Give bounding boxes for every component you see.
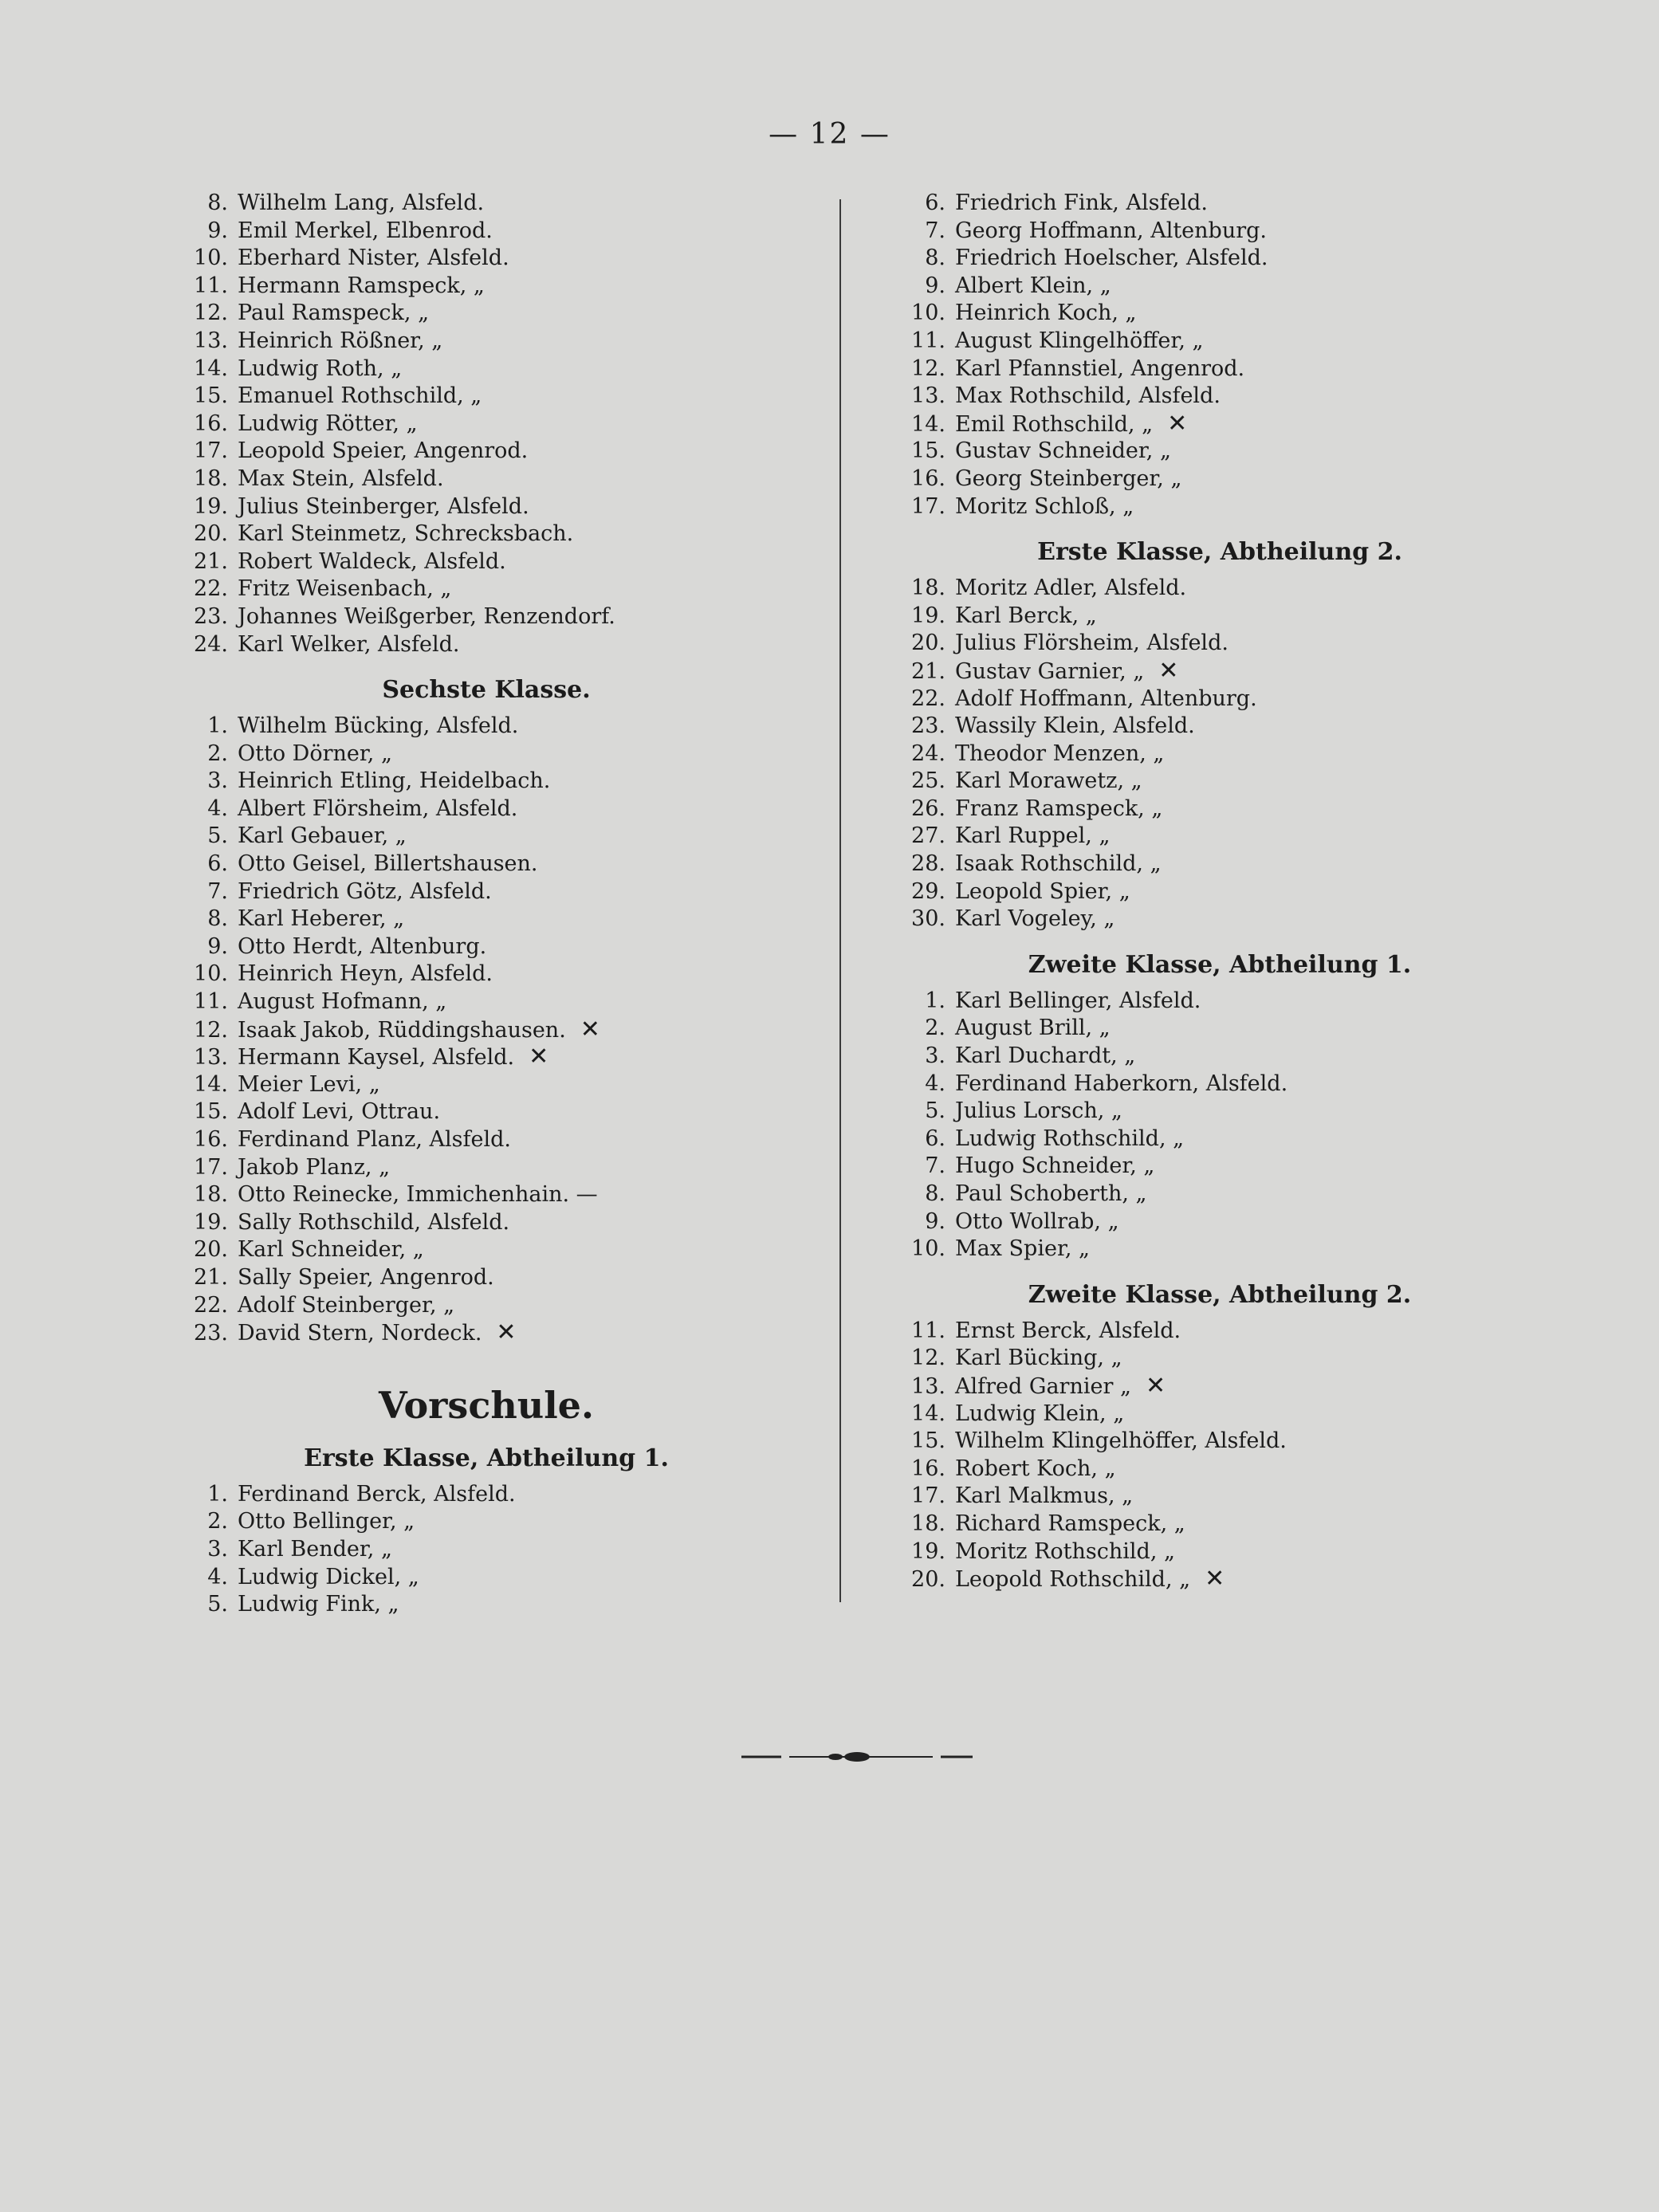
entry-name: Otto Geisel, Billertshausen. xyxy=(238,851,538,877)
list-item xyxy=(853,768,1586,796)
entry-number: 6. xyxy=(925,191,945,215)
page-number: — 12 — xyxy=(769,118,890,151)
entry-number: 10. xyxy=(911,1236,945,1262)
entry-name: Georg Hoffmann, Altenburg. xyxy=(955,218,1267,243)
list-item xyxy=(136,218,837,246)
list-item xyxy=(853,411,1586,438)
list-item xyxy=(136,438,837,466)
list-item xyxy=(853,741,1586,768)
entry-name: Eberhard Nister, Alsfeld. xyxy=(238,246,509,271)
entry-number: 19. xyxy=(194,1209,228,1235)
entry-number: 1. xyxy=(925,988,945,1013)
entry-number: 13. xyxy=(911,383,945,409)
list-item xyxy=(853,1345,1586,1373)
list-item xyxy=(853,466,1586,493)
entry-number: 17. xyxy=(194,1154,228,1180)
entry-name: Paul Ramspeck, „ xyxy=(238,301,430,326)
list-item xyxy=(853,878,1586,906)
entry-number: 18. xyxy=(911,576,945,601)
list-zweite-klasse-abt-2 xyxy=(853,1318,1586,1593)
entry-number: 15. xyxy=(194,383,228,409)
entry-number: 2. xyxy=(925,1016,945,1041)
list-item xyxy=(853,575,1586,603)
entry-name: Adolf Hoffmann, Altenburg. xyxy=(955,686,1257,711)
entry-name: Max Stein, Alsfeld. xyxy=(238,466,444,491)
list-zweite-klasse-abt-1 xyxy=(853,988,1586,1263)
entry-number: 5. xyxy=(207,1592,228,1617)
entry-name: Moritz Schloß, „ xyxy=(955,493,1134,519)
entry-number: 12. xyxy=(911,356,945,381)
right-column xyxy=(853,190,1586,1593)
list-item xyxy=(136,933,837,961)
list-item xyxy=(136,1591,837,1619)
entry-name: Sally Speier, Angenrod. xyxy=(238,1264,494,1290)
entry-number: 3. xyxy=(925,1043,945,1069)
entry-name: Emanuel Rothschild, „ xyxy=(238,383,482,409)
list-item xyxy=(136,548,837,576)
entry-name: Julius Lorsch, „ xyxy=(955,1098,1122,1124)
entry-number: 12. xyxy=(194,1017,228,1043)
list-item xyxy=(136,796,837,823)
entry-name: Karl Bender, „ xyxy=(238,1536,392,1562)
entry-name: Jakob Planz, „ xyxy=(238,1154,391,1180)
entry-number: 17. xyxy=(911,1483,945,1509)
entry-number: 9. xyxy=(207,933,228,959)
list-item xyxy=(853,383,1586,411)
entry-number: 9. xyxy=(925,273,945,298)
entry-name: Ludwig Fink, „ xyxy=(238,1592,399,1617)
entry-name: Karl Bücking, „ xyxy=(955,1346,1122,1371)
entry-number: 15. xyxy=(911,438,945,464)
entry-number: 7. xyxy=(925,218,945,243)
entry-number: 28. xyxy=(911,851,945,877)
entry-number: 7. xyxy=(207,878,228,904)
entry-name: Isaak Rothschild, „ xyxy=(955,851,1162,877)
entry-name: Meier Levi, „ xyxy=(238,1071,380,1097)
list-item xyxy=(136,383,837,411)
entry-name: Karl Ruppel, „ xyxy=(955,823,1111,849)
entry-name: Hermann Ramspeck, „ xyxy=(238,273,485,298)
entry-number: 16. xyxy=(911,1456,945,1481)
entry-name: Hermann Kaysel, Alsfeld. xyxy=(238,1045,515,1071)
entry-number: 7. xyxy=(925,1153,945,1179)
entry-number: 13. xyxy=(911,1373,945,1399)
heading-zweite-klasse-abt-1: Zweite Klasse, Abtheilung 1. xyxy=(1028,950,1412,979)
entry-number: 29. xyxy=(911,878,945,904)
entry-number: 6. xyxy=(207,851,228,877)
entry-name: Leopold Rothschild, „ xyxy=(955,1567,1191,1593)
entry-number: 8. xyxy=(207,191,228,215)
entry-number: 1. xyxy=(207,713,228,739)
entry-number: 17. xyxy=(194,438,228,464)
list-item xyxy=(136,190,837,218)
entry-number: 1. xyxy=(207,1481,228,1507)
list-item xyxy=(853,1538,1586,1566)
list-item xyxy=(136,521,837,548)
entry-number: 4. xyxy=(207,1564,228,1589)
entry-number: 15. xyxy=(911,1428,945,1454)
entry-number: 11. xyxy=(911,1318,945,1343)
entry-name: Ernst Berck, Alsfeld. xyxy=(955,1318,1181,1343)
entry-number: 15. xyxy=(194,1099,228,1125)
list-item xyxy=(853,438,1586,466)
list-item xyxy=(136,576,837,603)
entry-name: Ferdinand Planz, Alsfeld. xyxy=(238,1127,511,1152)
list-item xyxy=(853,823,1586,851)
entry-name: Karl Berck, „ xyxy=(955,603,1097,628)
entry-number: 5. xyxy=(925,1098,945,1124)
entry-name: Karl Gebauer, „ xyxy=(238,823,407,849)
entry-name: Gustav Schneider, „ xyxy=(955,438,1171,464)
list-item xyxy=(853,906,1586,933)
list-item xyxy=(853,713,1586,741)
entry-name: Franz Ramspeck, „ xyxy=(955,796,1163,821)
entry-number: 23. xyxy=(194,603,228,629)
list-item xyxy=(853,1071,1586,1098)
entry-name: Friedrich Götz, Alsfeld. xyxy=(238,878,492,904)
list-item xyxy=(136,878,837,906)
entry-number: 10. xyxy=(911,301,945,326)
entry-number: 18. xyxy=(194,1182,228,1208)
cross-mark-icon: ✕ xyxy=(580,1015,600,1043)
entry-number: 22. xyxy=(194,576,228,602)
list-item xyxy=(853,1456,1586,1483)
list-item xyxy=(136,1209,837,1237)
entry-name: Karl Duchardt, „ xyxy=(955,1043,1136,1069)
entry-name: Emil Rothschild, „ xyxy=(955,411,1154,437)
entry-name: Karl Steinmetz, Schrecksbach. xyxy=(238,521,574,547)
entry-number: 20. xyxy=(194,521,228,547)
list-item xyxy=(136,1126,837,1154)
cross-mark-icon: ✕ xyxy=(529,1043,549,1071)
entry-name: Heinrich Rößner, „ xyxy=(238,328,443,353)
entry-name: Emil Merkel, Elbenrod. xyxy=(238,218,493,243)
entry-name: Adolf Steinberger, „ xyxy=(238,1292,455,1318)
entry-number: 16. xyxy=(194,1127,228,1152)
entry-name: Julius Steinberger, Alsfeld. xyxy=(238,493,529,519)
list-item xyxy=(853,603,1586,631)
list-item xyxy=(136,1071,837,1099)
entry-number: 10. xyxy=(194,961,228,987)
entry-name: Julius Flörsheim, Alsfeld. xyxy=(955,631,1229,656)
list-item xyxy=(853,356,1586,383)
entry-name: Heinrich Koch, „ xyxy=(955,301,1137,326)
entry-number: 19. xyxy=(911,603,945,628)
entry-number: 13. xyxy=(194,328,228,353)
entry-number: 24. xyxy=(911,741,945,766)
list-sechste-klasse xyxy=(136,713,837,1347)
entry-number: 25. xyxy=(911,768,945,794)
heading-erste-klasse-abt-1: Erste Klasse, Abtheilung 1. xyxy=(304,1444,669,1472)
list-item xyxy=(136,1043,837,1071)
entry-number: 12. xyxy=(911,1346,945,1371)
entry-number: 2. xyxy=(207,1509,228,1534)
list-erste-klasse-abt-1-continued xyxy=(853,190,1586,521)
entry-name: Max Rothschild, Alsfeld. xyxy=(955,383,1221,409)
entry-name: Ludwig Roth, „ xyxy=(238,356,403,381)
list-item xyxy=(853,1153,1586,1181)
list-item xyxy=(136,1098,837,1126)
entry-number: 23. xyxy=(194,1321,228,1346)
entry-number: 20. xyxy=(911,1567,945,1593)
entry-number: 13. xyxy=(194,1045,228,1071)
entry-number: 19. xyxy=(911,1538,945,1564)
list-item xyxy=(136,493,837,521)
entry-name: Karl Vogeley, „ xyxy=(955,906,1115,932)
entry-name: August Klingelhöffer, „ xyxy=(955,328,1204,353)
entry-number: 12. xyxy=(194,301,228,326)
entry-number: 18. xyxy=(194,466,228,491)
heading-sechste-klasse: Sechste Klasse. xyxy=(382,676,591,705)
list-item xyxy=(853,1208,1586,1236)
list-item xyxy=(136,1154,837,1182)
entry-name: Wilhelm Bücking, Alsfeld. xyxy=(238,713,519,739)
list-item xyxy=(136,466,837,493)
list-item xyxy=(853,328,1586,356)
entry-number: 19. xyxy=(194,493,228,519)
entry-number: 8. xyxy=(925,1181,945,1206)
list-item xyxy=(136,906,837,933)
list-item xyxy=(136,823,837,851)
entry-name: Karl Heberer, „ xyxy=(238,906,405,932)
entry-number: 23. xyxy=(911,713,945,739)
entry-name: Ludwig Dickel, „ xyxy=(238,1564,419,1589)
entry-number: 18. xyxy=(911,1511,945,1536)
entry-name: Ludwig Rothschild, „ xyxy=(955,1126,1185,1151)
list-item xyxy=(853,300,1586,328)
list-item xyxy=(136,1564,837,1592)
entry-name: Otto Reinecke, Immichenhain. — xyxy=(238,1182,598,1208)
cross-mark-icon: ✕ xyxy=(1145,1371,1166,1400)
list-item xyxy=(853,988,1586,1016)
entry-number: 21. xyxy=(194,548,228,574)
cross-mark-icon: ✕ xyxy=(1167,409,1188,438)
entry-name: Richard Ramspeck, „ xyxy=(955,1511,1185,1536)
entry-name: Karl Morawetz, „ xyxy=(955,768,1142,794)
list-item xyxy=(136,988,837,1016)
entry-name: Friedrich Hoelscher, Alsfeld. xyxy=(955,246,1268,271)
entry-name: Moritz Adler, Alsfeld. xyxy=(955,576,1187,601)
list-item xyxy=(136,1181,837,1209)
entry-number: 20. xyxy=(911,631,945,656)
entry-name: Fritz Weisenbach, „ xyxy=(238,576,452,602)
entry-number: 9. xyxy=(207,218,228,243)
list-item xyxy=(136,1508,837,1536)
entry-number: 4. xyxy=(207,796,228,821)
cross-mark-icon: ✕ xyxy=(1205,1565,1225,1593)
entry-number: 16. xyxy=(911,466,945,491)
list-item xyxy=(136,768,837,796)
entry-name: Otto Bellinger, „ xyxy=(238,1509,415,1534)
entry-name: Albert Flörsheim, Alsfeld. xyxy=(238,796,518,821)
list-item xyxy=(853,1511,1586,1538)
list-item xyxy=(136,631,837,659)
list-item xyxy=(853,1401,1586,1428)
entry-number: 17. xyxy=(911,493,945,519)
entry-name: Paul Schoberth, „ xyxy=(955,1181,1147,1206)
list-item xyxy=(853,1015,1586,1043)
list-item xyxy=(853,686,1586,713)
list-item xyxy=(853,1126,1586,1153)
entry-name: Otto Dörner, „ xyxy=(238,741,392,766)
list-item xyxy=(853,658,1586,686)
list-item xyxy=(136,851,837,878)
list-item xyxy=(136,411,837,438)
entry-name: Wilhelm Klingelhöffer, Alsfeld. xyxy=(955,1428,1287,1454)
entry-number: 30. xyxy=(911,906,945,932)
entry-name: Max Spier, „ xyxy=(955,1236,1091,1262)
list-item xyxy=(853,1043,1586,1071)
entry-number: 14. xyxy=(194,356,228,381)
entry-name: Heinrich Etling, Heidelbach. xyxy=(238,768,551,794)
entry-name: Hugo Schneider, „ xyxy=(955,1153,1155,1179)
entry-name: Johannes Weißgerber, Renzendorf. xyxy=(238,603,615,629)
entry-number: 2. xyxy=(207,741,228,766)
list-item xyxy=(853,851,1586,878)
list-item xyxy=(136,1536,837,1564)
entry-name: Isaak Jakob, Rüddingshausen. xyxy=(238,1017,566,1043)
entry-name: Adolf Levi, Ottrau. xyxy=(238,1099,441,1125)
list-erste-klasse-abt-1 xyxy=(136,1481,837,1619)
list-item xyxy=(136,1292,837,1320)
heading-vorschule: Vorschule. xyxy=(379,1383,594,1427)
list-item xyxy=(853,1373,1586,1401)
list-item xyxy=(853,1428,1586,1456)
list-item xyxy=(853,245,1586,273)
entry-name: Leopold Speier, Angenrod. xyxy=(238,438,529,464)
list-item xyxy=(136,1319,837,1347)
cross-mark-icon: ✕ xyxy=(496,1318,517,1347)
entry-number: 8. xyxy=(207,906,228,932)
list-continued xyxy=(136,190,837,658)
list-item xyxy=(136,356,837,383)
list-item xyxy=(853,1318,1586,1346)
entry-number: 11. xyxy=(194,989,228,1015)
list-item xyxy=(136,961,837,988)
end-ornament xyxy=(741,1749,973,1765)
entry-number: 14. xyxy=(194,1071,228,1097)
entry-number: 10. xyxy=(194,246,228,271)
entry-number: 20. xyxy=(194,1237,228,1263)
list-item xyxy=(136,328,837,356)
list-item xyxy=(136,603,837,631)
list-item xyxy=(136,1236,837,1264)
entry-number: 21. xyxy=(911,658,945,684)
entry-name: Ferdinand Berck, Alsfeld. xyxy=(238,1481,516,1507)
entry-number: 27. xyxy=(911,823,945,849)
entry-name: Karl Welker, Alsfeld. xyxy=(238,631,460,657)
entry-name: Karl Schneider, „ xyxy=(238,1237,424,1263)
list-item xyxy=(136,245,837,273)
entry-name: Karl Pfannstiel, Angenrod. xyxy=(955,356,1245,381)
cross-mark-icon: ✕ xyxy=(1158,656,1179,685)
entry-name: Ludwig Klein, „ xyxy=(955,1401,1125,1426)
entry-name: Ludwig Rötter, „ xyxy=(238,411,418,436)
column-divider xyxy=(839,199,841,1602)
list-item xyxy=(853,630,1586,658)
left-column xyxy=(136,190,837,1619)
entry-number: 24. xyxy=(194,631,228,657)
list-item xyxy=(853,1098,1586,1126)
entry-name: Friedrich Fink, Alsfeld. xyxy=(955,191,1208,215)
list-item xyxy=(853,190,1586,218)
list-item xyxy=(136,1264,837,1292)
list-item xyxy=(853,218,1586,246)
entry-name: Otto Herdt, Altenburg. xyxy=(238,933,487,959)
entry-number: 14. xyxy=(911,1401,945,1426)
list-item xyxy=(136,300,837,328)
list-erste-klasse-abt-2 xyxy=(853,575,1586,933)
entry-number: 11. xyxy=(911,328,945,353)
list-item xyxy=(853,1566,1586,1593)
entry-name: August Brill, „ xyxy=(955,1016,1111,1041)
entry-number: 16. xyxy=(194,411,228,436)
entry-name: Gustav Garnier, „ xyxy=(955,658,1145,684)
entry-name: August Hofmann, „ xyxy=(238,989,447,1015)
list-item xyxy=(136,1016,837,1044)
entry-name: Robert Waldeck, Alsfeld. xyxy=(238,548,506,574)
entry-name: Wassily Klein, Alsfeld. xyxy=(955,713,1195,739)
entry-name: Wilhelm Lang, Alsfeld. xyxy=(238,191,485,215)
heading-zweite-klasse-abt-2: Zweite Klasse, Abtheilung 2. xyxy=(1028,1280,1412,1309)
entry-number: 6. xyxy=(925,1126,945,1151)
entry-name: Karl Malkmus, „ xyxy=(955,1483,1134,1509)
list-item xyxy=(853,1181,1586,1208)
entry-number: 26. xyxy=(911,796,945,821)
list-item xyxy=(853,493,1586,521)
entry-name: Moritz Rothschild, „ xyxy=(955,1538,1175,1564)
list-item xyxy=(136,713,837,741)
entry-name: Robert Koch, „ xyxy=(955,1456,1116,1481)
entry-name: Ferdinand Haberkorn, Alsfeld. xyxy=(955,1071,1288,1096)
list-item xyxy=(136,273,837,301)
entry-number: 3. xyxy=(207,768,228,794)
list-item xyxy=(853,273,1586,301)
entry-name: Otto Wollrab, „ xyxy=(955,1208,1119,1234)
entry-name: Alfred Garnier „ xyxy=(955,1373,1131,1399)
list-item xyxy=(853,1236,1586,1263)
list-item xyxy=(136,741,837,768)
entry-number: 14. xyxy=(911,411,945,437)
entry-name: David Stern, Nordeck. xyxy=(238,1321,482,1346)
entry-name: Georg Steinberger, „ xyxy=(955,466,1182,491)
entry-number: 3. xyxy=(207,1536,228,1562)
list-item xyxy=(853,1483,1586,1511)
entry-name: Leopold Spier, „ xyxy=(955,878,1130,904)
list-item xyxy=(136,1481,837,1509)
entry-name: Sally Rothschild, Alsfeld. xyxy=(238,1209,510,1235)
entry-number: 22. xyxy=(194,1292,228,1318)
entry-number: 5. xyxy=(207,823,228,849)
entry-number: 22. xyxy=(911,686,945,711)
entry-number: 4. xyxy=(925,1071,945,1096)
entry-name: Heinrich Heyn, Alsfeld. xyxy=(238,961,493,987)
entry-number: 21. xyxy=(194,1264,228,1290)
entry-name: Theodor Menzen, „ xyxy=(955,741,1165,766)
list-item xyxy=(853,796,1586,823)
entry-number: 8. xyxy=(925,246,945,271)
entry-name: Albert Klein, „ xyxy=(955,273,1111,298)
heading-erste-klasse-abt-2: Erste Klasse, Abtheilung 2. xyxy=(1037,538,1402,567)
entry-name: Karl Bellinger, Alsfeld. xyxy=(955,988,1201,1013)
entry-number: 11. xyxy=(194,273,228,298)
entry-number: 9. xyxy=(925,1208,945,1234)
